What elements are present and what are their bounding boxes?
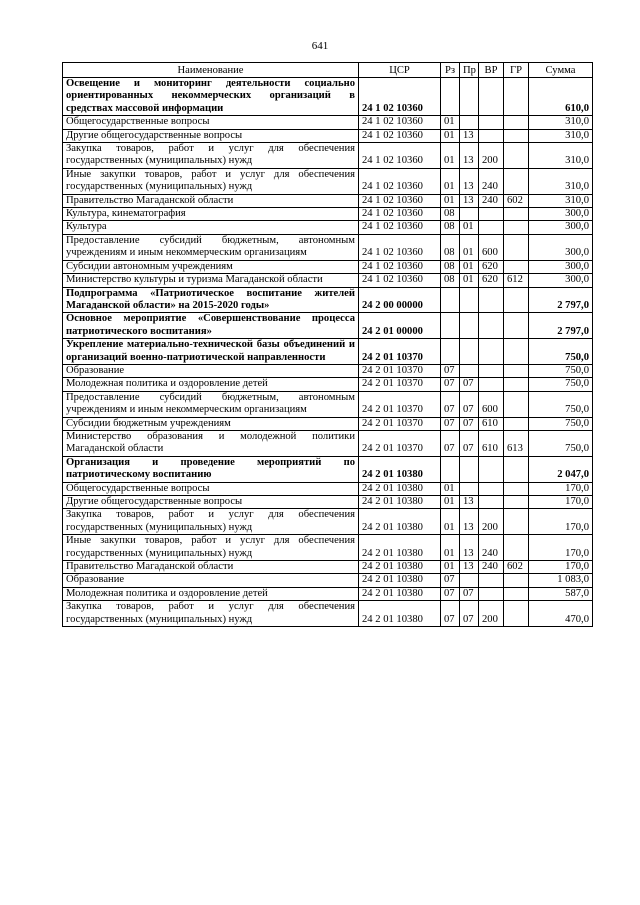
row-vr: 610 [479, 417, 504, 430]
row-rz: 08 [441, 208, 460, 221]
row-vr [479, 287, 504, 313]
table-row [63, 194, 593, 207]
row-rz: 08 [441, 260, 460, 273]
row-name: Организация и проведение мероприятий по патриотическому воспитанию [63, 456, 359, 482]
row-vr [479, 456, 504, 482]
row-name: Предоставление субсидий бюджетным, автономным учреждениям и иным некоммерческим организациям [63, 391, 359, 417]
row-csr: 24 1 02 10360 [359, 234, 441, 260]
table-row [63, 378, 593, 391]
row-sum: 300,0 [529, 274, 593, 287]
row-pr: 07 [460, 601, 479, 627]
header-rz: Рз [441, 63, 460, 78]
row-name: Образование [63, 364, 359, 377]
table-row [63, 129, 593, 142]
row-pr: 13 [460, 129, 479, 142]
row-pr: 01 [460, 274, 479, 287]
row-name: Общегосударственные вопросы [63, 116, 359, 129]
row-sum: 310,0 [529, 194, 593, 207]
row-pr [460, 574, 479, 587]
table-row [63, 287, 593, 313]
table-row [63, 417, 593, 430]
row-rz: 01 [441, 535, 460, 561]
table-row [63, 587, 593, 600]
row-sum: 750,0 [529, 417, 593, 430]
row-gr [504, 143, 529, 169]
row-gr: 613 [504, 430, 529, 456]
row-gr [504, 496, 529, 509]
row-name: Министерство культуры и туризма Магаданской области [63, 274, 359, 287]
row-gr [504, 456, 529, 482]
row-sum: 300,0 [529, 260, 593, 273]
row-gr [504, 313, 529, 339]
header-vr: ВР [479, 63, 504, 78]
row-sum: 170,0 [529, 482, 593, 495]
row-name: Иные закупки товаров, работ и услуг для обеспечения государственных (муниципальных) нужд [63, 168, 359, 194]
row-sum: 750,0 [529, 430, 593, 456]
row-name: Молодежная политика и оздоровление детей [63, 378, 359, 391]
table-header-row [63, 63, 593, 78]
row-vr [479, 574, 504, 587]
row-rz: 01 [441, 129, 460, 142]
row-csr: 24 1 02 10360 [359, 260, 441, 273]
row-pr [460, 208, 479, 221]
row-rz [441, 287, 460, 313]
row-csr: 24 1 02 10360 [359, 78, 441, 116]
row-pr: 13 [460, 168, 479, 194]
table-row [63, 391, 593, 417]
row-vr [479, 313, 504, 339]
row-vr [479, 129, 504, 142]
header-gr: ГР [504, 63, 529, 78]
row-pr: 13 [460, 143, 479, 169]
row-csr: 24 2 01 10380 [359, 482, 441, 495]
row-rz: 08 [441, 221, 460, 234]
row-name: Молодежная политика и оздоровление детей [63, 587, 359, 600]
row-gr: 602 [504, 561, 529, 574]
row-name: Образование [63, 574, 359, 587]
row-name: Субсидии автономным учреждениям [63, 260, 359, 273]
row-name: Общегосударственные вопросы [63, 482, 359, 495]
row-csr: 24 2 01 10380 [359, 601, 441, 627]
row-sum: 170,0 [529, 561, 593, 574]
row-csr: 24 1 02 10360 [359, 129, 441, 142]
row-name: Подпрограмма «Патриотическое воспитание жителей Магаданской области» на 2015-2020 годы» [63, 287, 359, 313]
row-gr [504, 378, 529, 391]
row-pr [460, 287, 479, 313]
row-pr: 01 [460, 260, 479, 273]
table-row [63, 496, 593, 509]
row-sum: 587,0 [529, 587, 593, 600]
row-sum: 170,0 [529, 535, 593, 561]
row-rz: 01 [441, 509, 460, 535]
row-pr: 13 [460, 496, 479, 509]
row-pr: 01 [460, 234, 479, 260]
row-sum: 610,0 [529, 78, 593, 116]
row-sum: 750,0 [529, 364, 593, 377]
row-rz: 07 [441, 391, 460, 417]
row-sum: 750,0 [529, 339, 593, 365]
row-vr: 240 [479, 168, 504, 194]
row-sum: 310,0 [529, 168, 593, 194]
row-gr [504, 364, 529, 377]
row-sum: 170,0 [529, 509, 593, 535]
row-pr: 07 [460, 391, 479, 417]
header-sum: Сумма [529, 63, 593, 78]
row-csr: 24 2 01 10370 [359, 378, 441, 391]
row-rz: 01 [441, 496, 460, 509]
row-vr [479, 496, 504, 509]
row-pr: 07 [460, 378, 479, 391]
row-gr [504, 116, 529, 129]
row-vr: 610 [479, 430, 504, 456]
row-name: Другие общегосударственные вопросы [63, 496, 359, 509]
header-name: Наименование [63, 63, 359, 78]
row-vr [479, 364, 504, 377]
row-sum: 310,0 [529, 116, 593, 129]
row-name: Иные закупки товаров, работ и услуг для обеспечения государственных (муниципальных) нужд [63, 535, 359, 561]
row-sum: 310,0 [529, 143, 593, 169]
row-vr [479, 378, 504, 391]
row-csr: 24 2 01 10380 [359, 587, 441, 600]
row-rz [441, 78, 460, 116]
table-row [63, 221, 593, 234]
row-rz: 01 [441, 482, 460, 495]
table-row [63, 274, 593, 287]
row-rz: 01 [441, 168, 460, 194]
row-csr: 24 2 00 00000 [359, 287, 441, 313]
row-csr: 24 1 02 10360 [359, 116, 441, 129]
row-pr: 07 [460, 430, 479, 456]
table-row [63, 260, 593, 273]
table-row [63, 143, 593, 169]
row-gr [504, 287, 529, 313]
row-sum: 2 797,0 [529, 287, 593, 313]
row-gr [504, 482, 529, 495]
row-rz: 07 [441, 574, 460, 587]
row-gr [504, 601, 529, 627]
row-name: Министерство образования и молодежной политики Магаданской области [63, 430, 359, 456]
row-rz: 08 [441, 274, 460, 287]
row-name: Укрепление материально-технической базы объединений и организаций военно-патриотической направленности [63, 339, 359, 365]
table-row [63, 509, 593, 535]
row-vr [479, 339, 504, 365]
row-csr: 24 2 01 10380 [359, 574, 441, 587]
row-vr: 200 [479, 601, 504, 627]
row-csr: 24 2 01 10370 [359, 417, 441, 430]
row-pr [460, 456, 479, 482]
row-rz: 01 [441, 143, 460, 169]
row-vr [479, 221, 504, 234]
header-csr: ЦСР [359, 63, 441, 78]
table-row [63, 456, 593, 482]
row-sum: 170,0 [529, 496, 593, 509]
row-name: Правительство Магаданской области [63, 194, 359, 207]
row-name: Субсидии бюджетным учреждениям [63, 417, 359, 430]
row-gr: 612 [504, 274, 529, 287]
row-vr: 200 [479, 143, 504, 169]
table-body [63, 78, 593, 627]
row-rz: 07 [441, 430, 460, 456]
row-vr [479, 587, 504, 600]
row-vr: 620 [479, 274, 504, 287]
row-name: Освещение и мониторинг деятельности социально ориентированных некоммерческих организаций в средствах массовой информации [63, 78, 359, 116]
row-pr [460, 364, 479, 377]
table-row [63, 234, 593, 260]
row-name: Закупка товаров, работ и услуг для обеспечения государственных (муниципальных) нужд [63, 601, 359, 627]
page-number: 641 [311, 40, 329, 52]
row-pr: 13 [460, 561, 479, 574]
row-vr: 620 [479, 260, 504, 273]
row-vr: 600 [479, 234, 504, 260]
row-vr: 240 [479, 535, 504, 561]
row-pr: 13 [460, 509, 479, 535]
row-sum: 310,0 [529, 129, 593, 142]
row-rz: 01 [441, 561, 460, 574]
row-gr [504, 129, 529, 142]
row-pr [460, 482, 479, 495]
row-pr: 07 [460, 417, 479, 430]
row-csr: 24 1 02 10360 [359, 194, 441, 207]
row-name: Культура, кинематография [63, 208, 359, 221]
row-sum: 2 797,0 [529, 313, 593, 339]
table-row [63, 561, 593, 574]
row-sum: 2 047,0 [529, 456, 593, 482]
table-row [63, 339, 593, 365]
row-csr: 24 2 01 00000 [359, 313, 441, 339]
row-sum: 1 083,0 [529, 574, 593, 587]
row-pr: 07 [460, 587, 479, 600]
row-sum: 300,0 [529, 234, 593, 260]
row-gr [504, 168, 529, 194]
row-rz: 07 [441, 601, 460, 627]
row-rz [441, 313, 460, 339]
row-gr [504, 234, 529, 260]
row-pr [460, 78, 479, 116]
table-row [63, 116, 593, 129]
row-gr [504, 509, 529, 535]
table-row [63, 313, 593, 339]
row-pr [460, 339, 479, 365]
row-csr: 24 1 02 10360 [359, 221, 441, 234]
budget-table [62, 62, 593, 627]
row-gr [504, 574, 529, 587]
row-gr [504, 391, 529, 417]
row-vr: 240 [479, 194, 504, 207]
row-rz: 01 [441, 194, 460, 207]
row-name: Правительство Магаданской области [63, 561, 359, 574]
row-gr [504, 221, 529, 234]
row-csr: 24 2 01 10380 [359, 496, 441, 509]
row-vr [479, 78, 504, 116]
row-csr: 24 2 01 10370 [359, 339, 441, 365]
row-csr: 24 2 01 10380 [359, 456, 441, 482]
row-rz [441, 339, 460, 365]
row-rz: 07 [441, 417, 460, 430]
row-csr: 24 1 02 10360 [359, 143, 441, 169]
row-rz: 08 [441, 234, 460, 260]
row-sum: 300,0 [529, 208, 593, 221]
row-vr [479, 482, 504, 495]
row-gr: 602 [504, 194, 529, 207]
row-csr: 24 1 02 10360 [359, 274, 441, 287]
row-gr [504, 535, 529, 561]
row-name: Предоставление субсидий бюджетным, автономным учреждениям и иным некоммерческим организациям [63, 234, 359, 260]
table-row [63, 482, 593, 495]
row-pr: 13 [460, 194, 479, 207]
row-pr [460, 116, 479, 129]
row-gr [504, 339, 529, 365]
row-pr: 13 [460, 535, 479, 561]
row-rz: 07 [441, 587, 460, 600]
row-csr: 24 1 02 10360 [359, 208, 441, 221]
table-row [63, 535, 593, 561]
row-vr: 200 [479, 509, 504, 535]
row-csr: 24 2 01 10380 [359, 509, 441, 535]
header-pr: Пр [460, 63, 479, 78]
row-vr [479, 208, 504, 221]
row-sum: 470,0 [529, 601, 593, 627]
row-sum: 300,0 [529, 221, 593, 234]
row-name: Культура [63, 221, 359, 234]
table-row [63, 601, 593, 627]
row-csr: 24 2 01 10370 [359, 364, 441, 377]
table-row [63, 364, 593, 377]
row-name: Закупка товаров, работ и услуг для обеспечения государственных (муниципальных) нужд [63, 143, 359, 169]
row-gr [504, 78, 529, 116]
row-name: Основное мероприятие «Совершенствование процесса патриотического воспитания» [63, 313, 359, 339]
row-gr [504, 208, 529, 221]
row-gr [504, 260, 529, 273]
row-csr: 24 2 01 10380 [359, 535, 441, 561]
table-row [63, 574, 593, 587]
row-csr: 24 1 02 10360 [359, 168, 441, 194]
row-name: Закупка товаров, работ и услуг для обеспечения государственных (муниципальных) нужд [63, 509, 359, 535]
table-row [63, 430, 593, 456]
row-gr [504, 417, 529, 430]
row-name: Другие общегосударственные вопросы [63, 129, 359, 142]
row-sum: 750,0 [529, 378, 593, 391]
table-row [63, 168, 593, 194]
row-pr: 01 [460, 221, 479, 234]
row-pr [460, 313, 479, 339]
row-gr [504, 587, 529, 600]
table-row [63, 78, 593, 116]
row-csr: 24 2 01 10370 [359, 391, 441, 417]
row-rz: 07 [441, 378, 460, 391]
row-vr: 600 [479, 391, 504, 417]
row-vr [479, 116, 504, 129]
row-vr: 240 [479, 561, 504, 574]
row-rz [441, 456, 460, 482]
row-rz: 01 [441, 116, 460, 129]
row-sum: 750,0 [529, 391, 593, 417]
table-row [63, 208, 593, 221]
row-csr: 24 2 01 10380 [359, 561, 441, 574]
row-rz: 07 [441, 364, 460, 377]
row-csr: 24 2 01 10370 [359, 430, 441, 456]
